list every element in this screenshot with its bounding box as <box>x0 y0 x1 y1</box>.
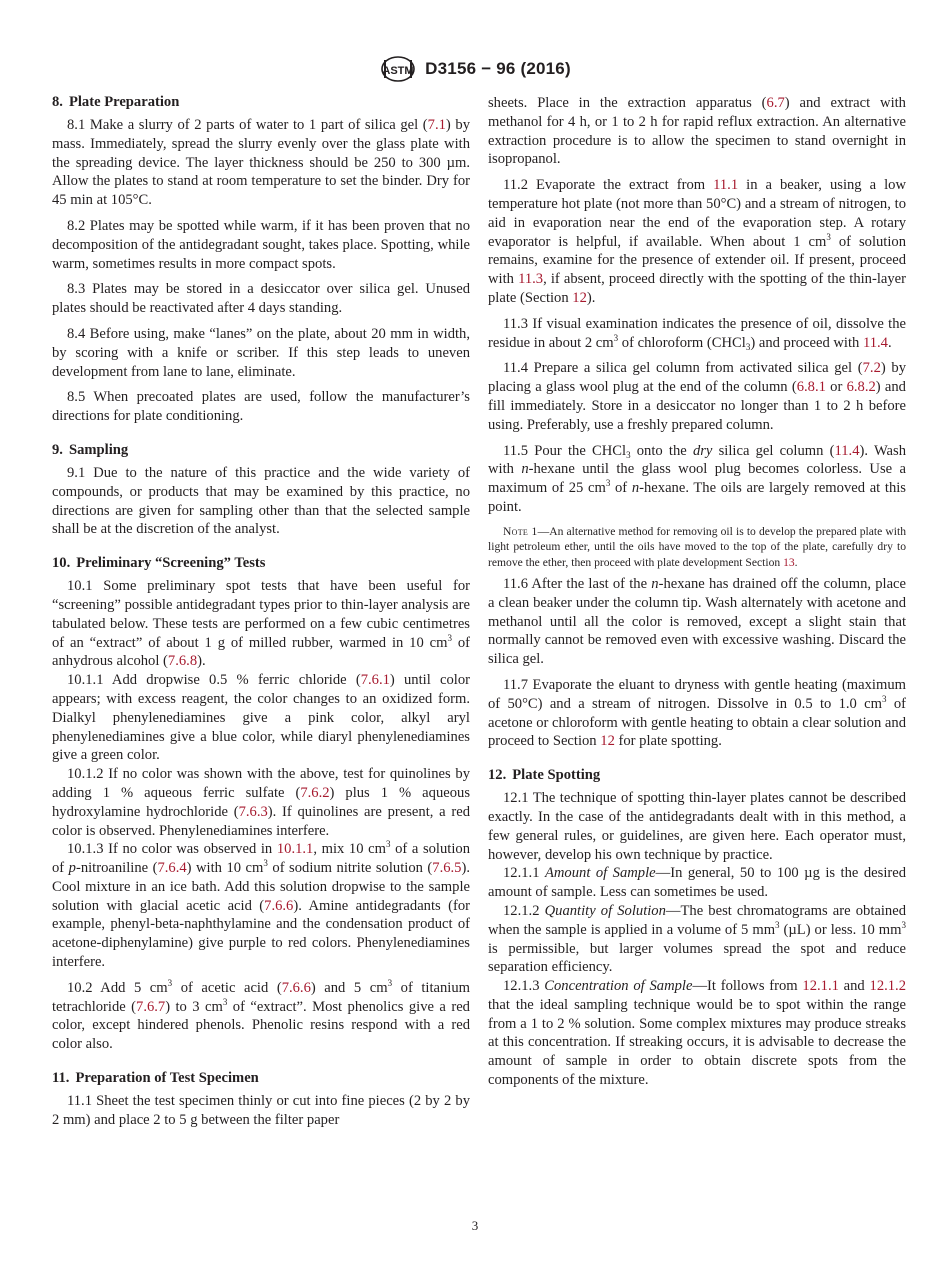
italic-text: p <box>68 860 76 877</box>
note-1 <box>488 524 906 570</box>
italic-text: Concentration of Sample <box>544 978 693 995</box>
text: . <box>887 334 892 351</box>
xref-link[interactable]: 11.4 <box>862 334 888 351</box>
text: of solution remains, examine for the presence of extender oil. If present, proceed with <box>488 233 906 288</box>
text: ) until color appears; with excess reagent, the color changes to an oxidized form. Dialkyl phenylenediamines give a pink color, alkyl aryl phenylenediamines give a blue color, while diaryl phenylenediamines give a green color. <box>52 672 471 764</box>
subscript: 3 <box>626 449 631 460</box>
section-number: 11. <box>52 1070 70 1087</box>
superscript: 3 <box>901 919 906 930</box>
text: ). <box>197 653 206 670</box>
text: 10.1.2 If no color was shown with the above, test for quinolines by adding 1 % aqueous ferric sulfate ( <box>52 766 470 801</box>
section-title: Preliminary “Screening” Tests <box>76 555 266 572</box>
xref-link[interactable]: 12.1.2 <box>869 978 906 995</box>
xref-link[interactable]: 11.4 <box>834 442 860 459</box>
text: ) and proceed with <box>750 334 863 351</box>
section-10-heading <box>52 553 470 573</box>
xref-link[interactable]: 6.8.1 <box>796 379 826 396</box>
paragraph-11-3 <box>488 315 906 353</box>
paragraph-8-3: 8.3 Plates may be stored in a desiccator over silica gel. Unused plates should be reactivated after 4 days standing. <box>52 281 470 317</box>
paragraph-11-4 <box>488 359 906 434</box>
text: 11.5 Pour the CHCl <box>503 442 627 459</box>
text: . <box>794 555 798 569</box>
superscript: 3 <box>263 858 268 869</box>
xref-link[interactable]: 6.8.2 <box>846 379 876 396</box>
text: ) by placing a glass wool plug at the end of the column ( <box>488 360 906 396</box>
xref-link[interactable]: 7.6.8 <box>167 653 198 670</box>
paragraph-10-1-1 <box>52 671 470 765</box>
superscript: 3 <box>605 478 611 489</box>
subscript: 3 <box>745 341 751 352</box>
text: of <box>610 480 632 497</box>
text: ) and fill immediately. Store in a desiccator no longer than 1 to 2 h before using. Preferably, use a freshly prepared column. <box>488 379 906 433</box>
xref-link[interactable]: 7.6.5 <box>432 860 462 877</box>
right-column <box>488 94 906 1090</box>
italic-text: Amount of Sample <box>544 865 656 882</box>
astm-logo-icon <box>379 55 417 83</box>
section-number: 12. <box>488 767 507 784</box>
section-11-heading <box>52 1068 470 1088</box>
xref-link[interactable]: 7.2 <box>862 360 881 377</box>
text: ) and 5 cm <box>310 979 388 996</box>
text: of a solution of <box>52 841 470 877</box>
xref-link[interactable]: 7.6.7 <box>136 998 166 1015</box>
paragraph-8-2: 8.2 Plates may be spotted while warm, if it has been proven that no decomposition of the antidegradant sought, takes place. Spotting, while warm, sometimes results in more compact spots. <box>52 217 470 272</box>
paragraph-12-1: 12.1 The technique of spotting thin-layer plates cannot be described exactly. In the case of the antidegradants dealt with in this method, a few general rules, or guidelines, are given here. Each operator must, however, develop his own technique by practice. <box>488 790 906 863</box>
text: 10.1.3 If no color was observed in <box>67 841 277 858</box>
text: onto the <box>630 442 693 459</box>
text: 12.1.1 <box>503 865 545 882</box>
paragraph-11-1: 11.1 Sheet the test specimen thinly or cut into fine pieces (2 by 2 by 2 mm) and place 2 to 5 g between the filter paper <box>52 1093 470 1128</box>
text: 11.6 After the last of the <box>503 575 652 592</box>
text: 12.1.2 <box>503 902 545 919</box>
text: ). Amine antidegradants (for example, phenyl-beta-naphthylamine and the condensation product of acetone-diphenylamine) give purple to red colors. Phenylenediamines interfere. <box>52 897 470 971</box>
superscript: 3 <box>385 839 391 850</box>
page-header <box>0 55 950 83</box>
paragraph-11-1-continued <box>488 94 906 169</box>
left-column <box>52 92 470 1137</box>
paragraph-11-2 <box>488 176 906 308</box>
italic-text: Quantity of Solution <box>544 902 666 919</box>
superscript: 3 <box>387 977 393 988</box>
text: for plate spotting. <box>614 733 722 750</box>
paragraph-12-1-1 <box>488 864 906 902</box>
paragraph-10-1-3 <box>52 840 470 972</box>
text: 10.1 Some preliminary spot tests that have been useful for “screening” possible antidegradant types prior to thin-layer analysis are tabulated below. These tests are performed on a few cubic centimetres of an “extract” of about 1 g of milled rubber, warmed in 10 cm <box>52 578 470 651</box>
text: is permissible, but larger volumes spread the spot and reduce separation efficiency. <box>488 940 906 976</box>
text: -nitroaniline ( <box>75 860 158 877</box>
text: of acetone or chloroform with gentle heating to obtain a clear solution and proceed to Section <box>488 695 906 750</box>
paragraph-12-1-3 <box>488 977 906 1090</box>
xref-link[interactable]: 12 <box>600 733 615 750</box>
text: sheets. Place in the extraction apparatus ( <box>488 95 767 111</box>
paragraph-10-1 <box>52 577 470 671</box>
text: 10.2 Add 5 cm <box>67 979 168 996</box>
text: or <box>825 379 847 396</box>
text: ). If quinolines are present, a red color is observed. Phenylenediamines interfere. <box>52 803 471 839</box>
text: ). Wash with <box>488 442 907 478</box>
text: ) by mass. Immediately, spread the slurry evenly over the glass plate with the spreading device. The layer thickness should be 250 to 300 µm. Allow the plates to stand at room temperature to set the binder. Dry for 45 min at 105°C. <box>52 117 470 209</box>
paragraph-10-1-2 <box>52 765 470 840</box>
svg-text:ASTM: ASTM <box>382 65 414 77</box>
section-title: Plate Preparation <box>68 94 180 110</box>
section-title: Plate Spotting <box>512 767 601 784</box>
xref-link[interactable]: 7.6.2 <box>300 784 330 801</box>
text: -hexane has drained off the column, place a clean beaker under the column tip. Wash alternately with acetone and methanol until all the color is removed, except a slight stain that normally cannot be removed even with excessive washing. Discard the silica gel. <box>488 575 906 668</box>
text: 11.4 Prepare a silica gel column from activated silica gel ( <box>503 360 863 377</box>
text: ) with 10 cm <box>186 860 264 877</box>
xref-link[interactable]: 6.7 <box>766 95 785 111</box>
xref-link[interactable]: 11.3 <box>518 271 544 288</box>
text: 11.7 Evaporate the eluant to dryness with gentle heating (maximum of 50°C) and a stream of nitrogen. Dissolve in 0.5 to 1.0 cm <box>488 676 906 712</box>
text: of “extract”. Most phenolics give a red color, except hindered phenols. Phenolic resins respond with a red color also. <box>52 998 470 1053</box>
paragraph-11-7 <box>488 676 906 751</box>
section-number: 9. <box>52 441 63 458</box>
paragraph-8-5: 8.5 When precoated plates are used, follow the manufacturer’s directions for plate conditioning. <box>52 389 470 425</box>
text: ). Cool mixture in an ice bath. Add this solution dropwise to the sample solution with glacial acetic acid ( <box>52 860 470 914</box>
text: ) to 3 cm <box>165 998 223 1015</box>
section-12-heading <box>488 765 906 785</box>
xref-link[interactable]: 11.1 <box>713 177 739 194</box>
italic-text: n <box>521 461 529 478</box>
xref-link[interactable]: 13 <box>783 555 795 569</box>
xref-link[interactable]: 7.6.6 <box>281 979 311 996</box>
italic-text: n <box>651 575 659 592</box>
paragraph-8-1 <box>52 116 470 210</box>
xref-link[interactable]: 12.1.1 <box>802 978 839 995</box>
text: 11.3 If visual examination indicates the presence of oil, dissolve the residue in about 2 cm <box>488 315 906 351</box>
text: —An alternative method for removing oil is to develop the prepared plate with light petroleum ether, until the oils have moved to the top of the plate, carefully dry to remove the ether, then proceed with plate development Section <box>488 524 906 569</box>
section-8-heading <box>52 92 470 112</box>
paragraph-9-1: 9.1 Due to the nature of this practice and the wide variety of compounds, or products that may be examined by this practice, no directions are given for sampling other than that the selected sample shall be at the discretion of the analyst. <box>52 464 470 538</box>
xref-link[interactable]: 10.1.1 <box>276 841 314 858</box>
text: 11.2 Evaporate the extract from <box>503 177 714 194</box>
text: of acetic acid ( <box>172 979 282 996</box>
text: ) plus 1 % aqueous hydroxylamine hydrochloride ( <box>52 784 470 820</box>
italic-text: dry <box>692 442 713 459</box>
xref-link[interactable]: 7.6.3 <box>238 803 268 820</box>
text: in a beaker, using a low temperature hot plate (not more than 50°C) and a stream of nitrogen, to aid in evaporation near the end of the evaporation step. A rotary evaporator is helpful, if available. When about 1 cm <box>488 177 906 250</box>
text: ). <box>586 289 596 306</box>
text: , if absent, proceed directly with the spotting of the thin-layer plate (Section <box>488 271 906 306</box>
text: , mix 10 cm <box>313 841 386 858</box>
xref-link[interactable]: 7.1 <box>427 117 446 133</box>
xref-link[interactable]: 12 <box>572 289 587 306</box>
superscript: 3 <box>613 332 619 343</box>
text: (µL) or less. 10 mm <box>779 921 902 938</box>
note-label: Note 1 <box>503 524 538 538</box>
text: of chloroform (CHCl <box>618 334 746 351</box>
document-id: D3156 − 96 (2016) <box>425 59 571 78</box>
section-title: Preparation of Test Specimen <box>75 1070 259 1087</box>
text: of titanium tetrachloride ( <box>52 979 470 1015</box>
xref-link[interactable]: 7.6.1 <box>360 672 390 689</box>
text: —It follows from <box>692 978 803 995</box>
section-title: Sampling <box>68 441 129 458</box>
superscript: 3 <box>882 693 887 704</box>
paragraph-11-6 <box>488 575 906 669</box>
text: -hexane. The oils are largely removed at this point. <box>488 480 906 515</box>
text: 10.1.1 Add dropwise 0.5 % ferric chloride ( <box>67 672 361 689</box>
text: —In general, 50 to 100 µg is the desired amount of sample. Less can sometimes be used. <box>488 865 907 901</box>
text: -hexane until the glass wool plug becomes colorless. Use a maximum of 25 cm <box>488 461 907 497</box>
superscript: 3 <box>222 996 228 1007</box>
section-9-heading <box>52 440 470 460</box>
text: ) and extract with methanol for 4 h, or 1 to 2 h for rapid reflux extraction. An alternative extraction procedure is to allow the specimen to stand overnight in isopropanol. <box>488 95 906 168</box>
superscript: 3 <box>826 231 831 242</box>
paragraph-8-4: 8.4 Before using, make “lanes” on the plate, about 20 mm in width, by scoring with a knife or scriber. If this step leads to uneven development from lane to lane, eliminate. <box>52 325 470 380</box>
text: of anhydrous alcohol ( <box>52 634 470 670</box>
superscript: 3 <box>775 919 780 930</box>
paragraph-10-2 <box>52 979 470 1054</box>
paragraph-12-1-2 <box>488 902 906 977</box>
xref-link[interactable]: 7.6.4 <box>157 860 187 877</box>
superscript: 3 <box>167 977 173 988</box>
text: silica gel column ( <box>712 442 835 459</box>
text: that the ideal sampling technique would be to spot within the range from a 1 to 2 % solution. Some complex mixtures may produce streaks at this concentration. If streaking occurs, it is advisable to decrease the amount of sample in order to obtain discrete spots from the components of the mixture. <box>488 996 906 1089</box>
text: and <box>838 978 870 995</box>
italic-text: n <box>631 480 640 497</box>
paragraph-11-5 <box>488 442 906 517</box>
page-number: 3 <box>471 1218 479 1233</box>
text: of sodium nitrite solution ( <box>267 860 433 877</box>
text: 8.1 Make a slurry of 2 parts of water to 1 part of silica gel ( <box>67 117 428 133</box>
xref-link[interactable]: 7.6.6 <box>264 897 294 914</box>
section-number: 8. <box>52 94 63 110</box>
section-number: 10. <box>52 555 71 572</box>
text: 12.1.3 <box>503 978 545 995</box>
superscript: 3 <box>447 632 452 643</box>
text: —The best chromatograms are obtained when the sample is applied in a volume of 5 mm <box>488 902 906 938</box>
